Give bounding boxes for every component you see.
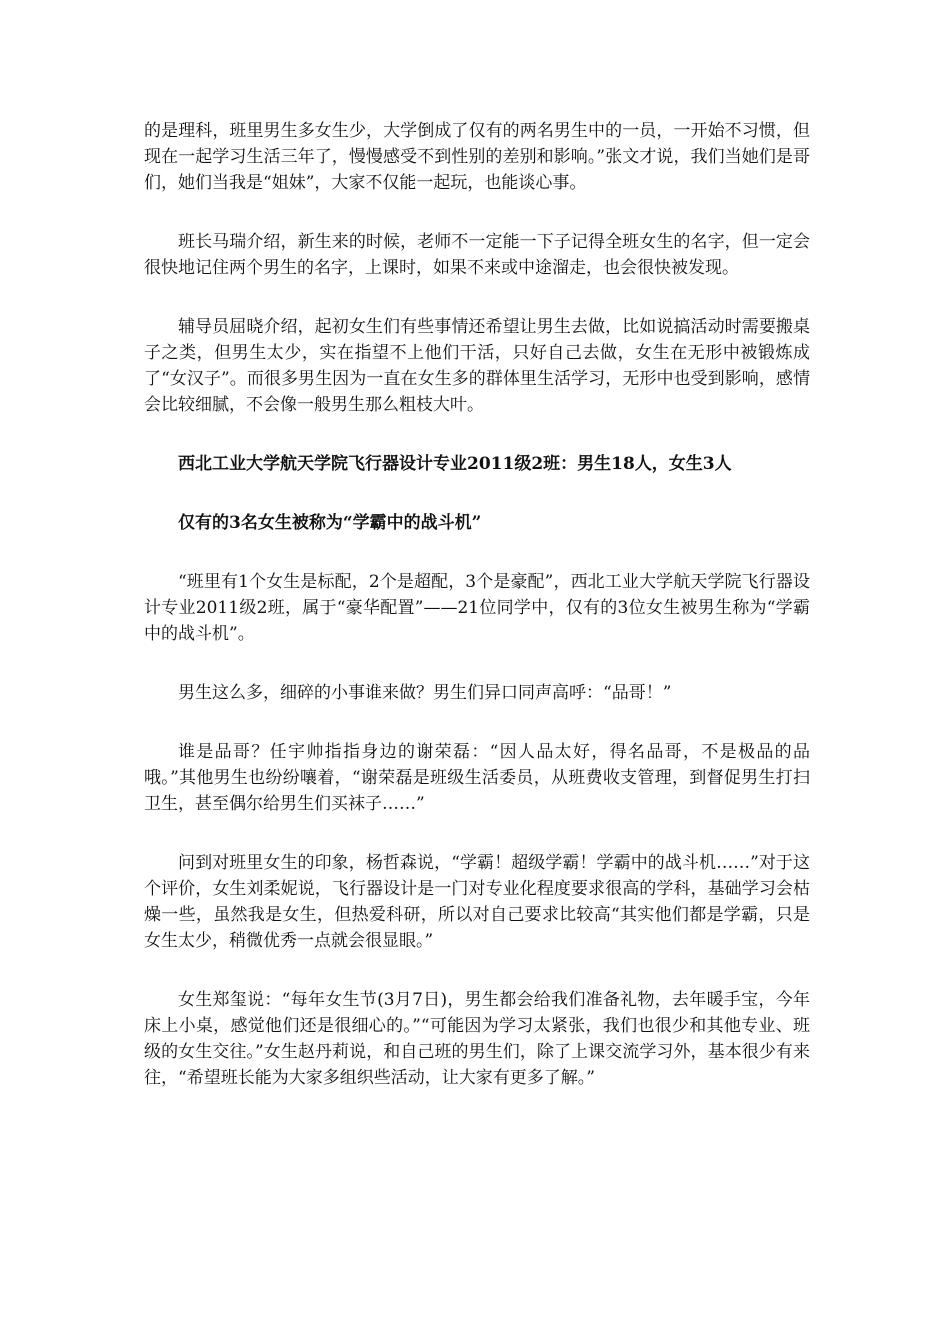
paragraph-intro-continuation: 的是理科，班里男生多女生少，大学倒成了仅有的两名男生中的一员，一开始不习惯，但现在一起学习生活三年了，慢慢感受不到性别的差别和影响。”张文才说，我们当她们是哥们，她们当我是“姐妹”，大家不仅能一起玩，也能谈心事。 xyxy=(144,121,810,193)
paragraph-monitor-marui: 班长马瑞介绍，新生来的时候，老师不一定能一下子记得全班女生的名字，但一定会很快地记住两个男生的名字，上课时，如果不来或中途溜走，也会很快被发现。 xyxy=(144,232,810,278)
paragraph-who-is-pinge: 谁是品哥？任宇帅指指身边的谢荣磊：“因人品太好，得名品哥，不是极品的品哦。”其他男生也纷纷嚷着，“谢荣磊是班级生活委员，从班费收支管理，到督促男生打扫卫生，甚至偶尔给男生们买袜子……” xyxy=(144,742,810,814)
paragraph-pinge: 男生这么多，细碎的小事谁来做？男生们异口同声高呼：“品哥！” xyxy=(178,683,672,703)
section-subheading: 仅有的3名女生被称为“学霸中的战斗机” xyxy=(178,513,482,533)
paragraph-womens-day: 女生郑玺说：“每年女生节(3月7日)，男生都会给我们准备礼物，去年暖手宝，今年床上小桌，感觉他们还是很细心的。”“可能因为学习太紧张，我们也很少和其他专业、班级的女生交往。”女生赵丹莉说，和自己班的男生们，除了上课交流学习外，基本很少有来往，“希望班长能为大家多组织些活动，让大家有更多了解。” xyxy=(144,990,810,1088)
document-body xyxy=(144,118,810,1124)
paragraph-impression: 问到对班里女生的印象，杨哲森说，“学霸！超级学霸！学霸中的战斗机……”对于这个评价，女生刘柔妮说，飞行器设计是一门对专业化程度要求很高的学科，基础学习会枯燥一些，虽然我是女生，但热爱科研，所以对自己要求比较高“其实他们都是学霸，只是女生太少，稍微优秀一点就会很显眼。” xyxy=(144,853,810,951)
paragraph-class-config: “班里有1个女生是标配，2个是超配，3个是豪配”，西北工业大学航天学院飞行器设计专业2011级2班，属于“豪华配置”——21位同学中，仅有的3位女生被男生称为“学霸中的战斗机”。 xyxy=(144,572,810,644)
paragraph-counselor-quxiao: 辅导员屈晓介绍，起初女生们有些事情还希望让男生去做，比如说搞活动时需要搬桌子之类，但男生太少，实在指望不上他们干活，只好自己去做，女生在无形中被锻炼成了“女汉子”。而很多男生因为一直在女生多的群体里生活学习，无形中也受到影响，感情会比较细腻，不会像一般男生那么粗枝大叶。 xyxy=(144,317,810,415)
section-heading: 西北工业大学航天学院飞行器设计专业2011级2班：男生18人，女生3人 xyxy=(178,454,732,474)
